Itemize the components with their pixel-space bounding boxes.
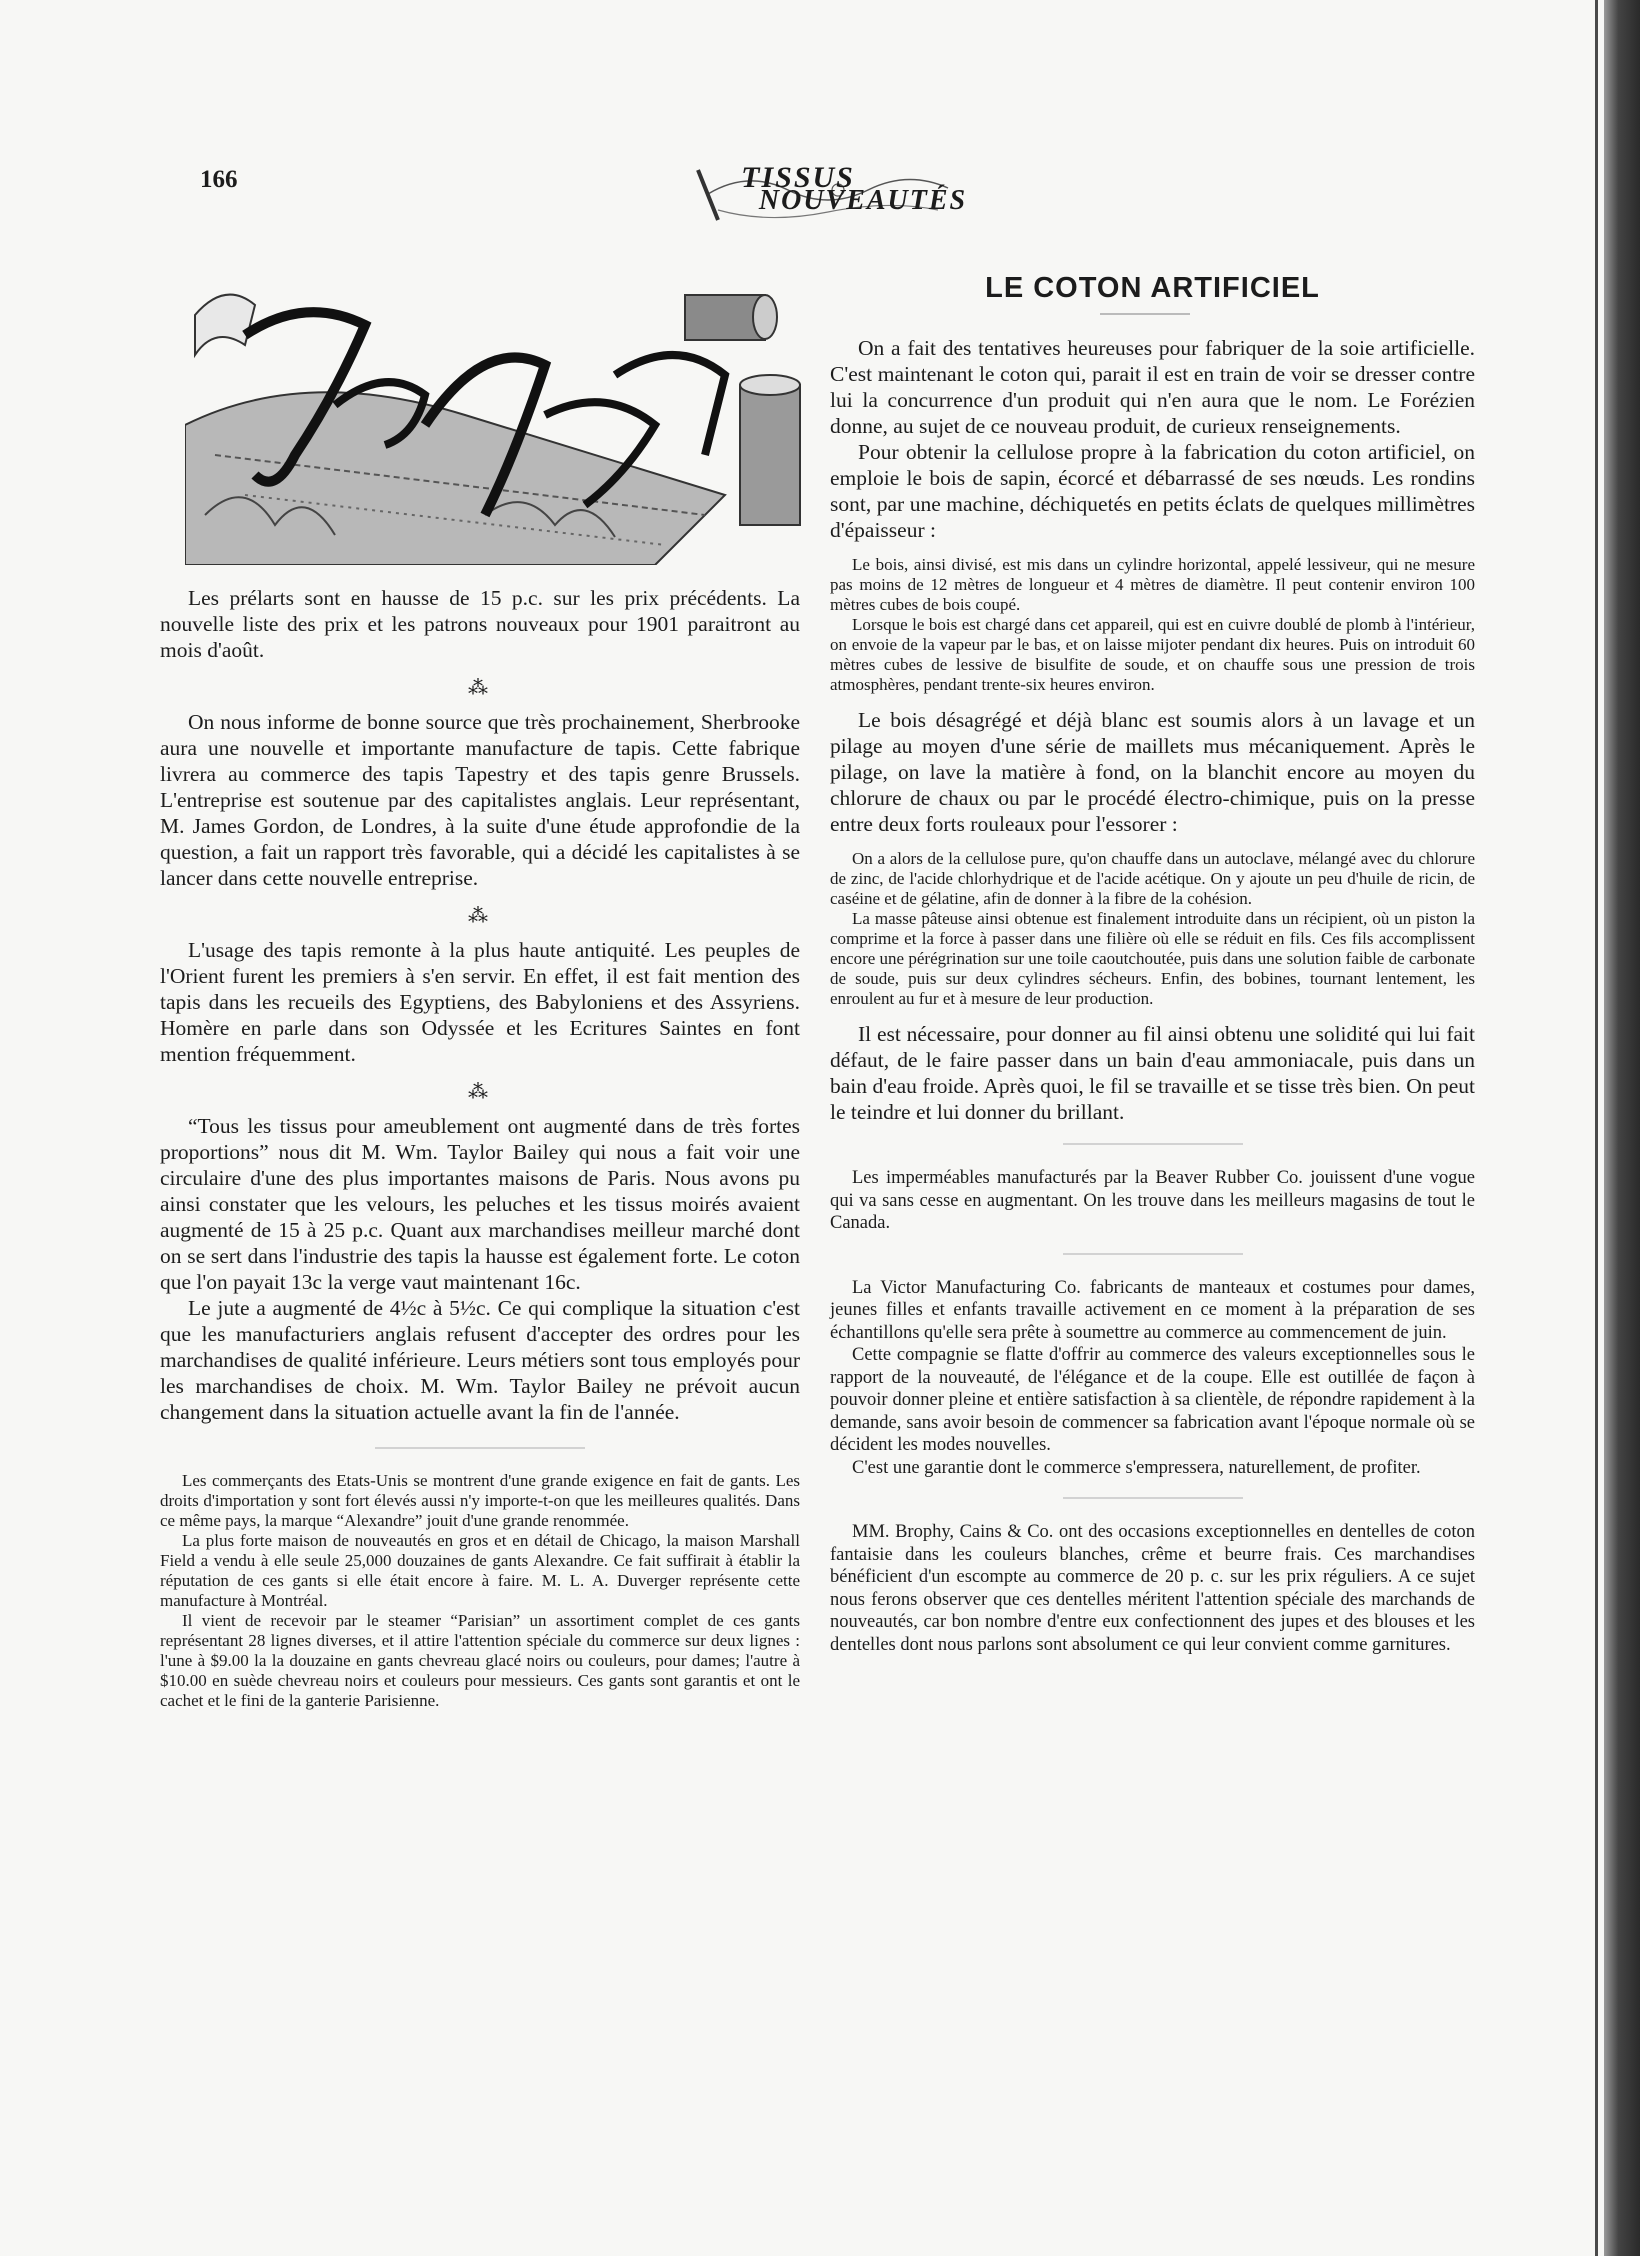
masthead-word-2: NOUVEAUTÉS <box>758 185 968 216</box>
antiquite-paragraph: L'usage des tapis remonte à la plus haute antiquité. Les peuples de l'Orient furent les premiers à s'en servir. En effet, il est fait mention des tapis dans les recueils des Egyptiens, des Babyloniens et des Assyriens. Homère en parle dans son Odyssée et les Ecritures Saintes en font mention fréquemment. <box>160 938 800 1066</box>
section-rule-right-1 <box>1063 1143 1243 1145</box>
masthead-logo <box>688 150 968 228</box>
asterism-3: ⁂ <box>468 1081 492 1103</box>
title-underline <box>1100 313 1190 315</box>
beaver-rubber-paragraph: Les imperméables manufacturés par la Beaver Rubber Co. jouissent d'une vogue qui va sans cesse en augmentant. On les trouve dans les meilleurs magasins de tout le Canada. <box>830 1168 1475 1233</box>
sherbrooke-paragraph: On nous informe de bonne source que très prochainement, Sherbrooke aura une nouvelle et importante manufacture de tapis. Cette fabrique livrera au commerce des tapis Tapestry et des tapis genre Brussels. L'entreprise est soutenue par des capitalistes anglais. Leur représentant, M. James Gordon, de Londres, à la suite d'une étude approfondie de la question, a fait un rapport très favorable, qui a décidé les capitalistes à se lancer dans cette nouvelle entreprise. <box>160 710 800 890</box>
masthead-word-1: TISSUS <box>741 161 855 194</box>
prelarts-paragraph: Les prélarts sont en hausse de 15 p.c. sur les prix précédents. La nouvelle liste des prix et les patrons nouveaux pour 1901 paraitront au mois d'août. <box>160 586 800 662</box>
tissus-paragraph: “Tous les tissus pour ameublement ont augmenté dans de très fortes proportions” nous dit M. Wm. Taylor Bailey qui nous a fait voir une circulaire d'une des plus importantes maisons de Paris. Nous avons pu ainsi constater que les velours, les peluches et les tissus moirés avaient augmenté de 15 à 25 p.c. Quant aux marchandises meilleur marché dont on se sert dans l'industrie des tapis la hausse est également forte. Le coton que l'on payait 13c la verge vaut maintenant 16c. <box>160 1114 800 1294</box>
asterism-1: ⁂ <box>468 677 492 699</box>
gants-paragraph-2: La plus forte maison de nouveautés en gros et en détail de Chicago, la maison Marshall Field a vendu à elle seule 25,000 douzaines de gants Alexandre. Ce fait suffirait à établir la réputation de ces gants si elle était encore à faire. M. L. A. Duverger représente cette manufacture à Montréal. <box>160 1531 800 1610</box>
coton-small-3: On a alors de la cellulose pure, qu'on chauffe dans un autoclave, mélangé avec du chlorure de zinc, de l'acide chlorhydrique et de l'acide acétique. On y ajoute un peu d'huile de ricin, de caséine et de gélatine, afin de donner à la fibre de la cohésion. <box>830 849 1475 908</box>
asterism-2: ⁂ <box>468 905 492 927</box>
victor-paragraph-2: Cette compagnie se flatte d'offrir au commerce des valeurs exceptionnelles sous le rapport de la nouveauté, de l'élégance et de la coupe. Elle est outillée de façon à pouvoir donner pleine et entière satisfaction à sa clientèle, de répondre rapidement à la demande, sans avoir besoin de commencer sa fabrication avant l'époque normale où se décident les modes nouvelles. <box>830 1345 1475 1455</box>
coton-paragraph-2: Pour obtenir la cellulose propre à la fabrication du coton artificiel, on emploie le bois de sapin, écorcé et débarrassé de ses nœuds. Les rondins sont, par une machine, déchiquetés en petits éclats de quelques millimètres d'épaisseur : <box>830 440 1475 542</box>
section-rule-right-2 <box>1063 1253 1243 1255</box>
coton-paragraph-1: On a fait des tentatives heureuses pour fabriquer de la soie artificielle. C'est maintenant le coton qui, parait il est en train de voir se dresser contre lui la concurrence d'un produit qui n'en aura que le nom. Le Forézien donne, au sujet de ce nouveau produit, de curieux renseignements. <box>830 336 1475 438</box>
victor-paragraph-1: La Victor Manufacturing Co. fabricants de manteaux et costumes pour dames, jeunes filles et enfants travaille activement en ce moment à la préparation de ses échantillons qu'elle sera prête à soumettre au commerce au commencement de juin. <box>830 1277 1475 1343</box>
page-edge-line <box>1595 0 1598 2256</box>
left-column <box>160 585 800 1711</box>
coton-small-4: La masse pâteuse ainsi obtenue est finalement introduite dans un récipient, où un piston la comprime et la force à passer dans une filière où elle se réduit en fils. Ces fils accomplissent encore une pérégrination sur une toile caoutchoutée, puis dans une solution faible de carbonate de soude, puis sur deux cylindres sécheurs. Enfin, des bobines, tournant lentement, les enroulent au fur et à mesure de leur production. <box>830 909 1475 1008</box>
gants-paragraph-1: Les commerçants des Etats-Unis se montrent d'une grande exigence en fait de gants. Les droits d'importation y sont fort élevés aussi n'y importe-t-on que les meilleures qualités. Dans ce même pays, la marque “Alexandre” jouit d'une grande renommée. <box>160 1471 800 1530</box>
article-title: LE COTON ARTIFICIEL <box>985 272 1320 304</box>
tapis-prelarts-illustration <box>185 275 810 565</box>
coton-paragraph-4: Il est nécessaire, pour donner au fil ainsi obtenu une solidité qui lui fait défaut, de le faire passer dans un bain d'eau ammoniacale, puis dans un bain d'eau froide. Après quoi, le fil se travaille et se tisse très bien. On peut le teindre et lui donner du brillant. <box>830 1022 1475 1124</box>
page-number: 166 <box>200 166 238 193</box>
right-column <box>830 335 1475 1656</box>
section-rule-right-3 <box>1063 1497 1243 1499</box>
brophy-paragraph: MM. Brophy, Cains & Co. ont des occasions exceptionnelles en dentelles de coton fantaisie dans les couleurs blanches, crême et beurre frais. Ces marchandises bénéficient d'un escompte au commerce de 20 p. c. sur les prix réguliers. A ce sujet nous ferons observer que ces dentelles méritent l'attention spéciale des marchands de nouveautés, car bon nombre d'entre eux confectionnent des jupes et des blouses et les dentelles dont nous parlons sont absolument ce qui leur convient comme garnitures. <box>830 1522 1475 1655</box>
gants-paragraph-3: Il vient de recevoir par le steamer “Parisian” un assortiment complet de ces gants représentant 28 lignes diverses, et il attire l'attention spéciale du commerce sur deux lignes : l'une à $9.00 la la douzaine en gants chevreau glacé noirs ou couleurs, pour dames; l'autre à $10.00 en suède chevreau noirs et couleurs pour messieurs. Ces gants sont garantis et ont le cachet et le fini de la ganterie Parisienne. <box>160 1611 800 1710</box>
coton-small-2: Lorsque le bois est chargé dans cet appareil, qui est en cuivre doublé de plomb à l'intérieur, on envoie de la vapeur par le bas, et on laisse mijoter pendant dix heures. Puis on introduit 60 mètres cubes de lessive de bisulfite de soude, et on chauffe sous une pression de trois atmosphères, pendant trente-six heures environ. <box>830 615 1475 694</box>
coton-small-1: Le bois, ainsi divisé, est mis dans un cylindre horizontal, appelé lessiveur, qui ne mesure pas moins de 12 mètres de longueur et 4 mètres de diamètre. Il peut contenir environ 100 mètres cubes de bois coupé. <box>830 555 1475 614</box>
section-rule <box>375 1447 585 1449</box>
coton-paragraph-3: Le bois désagrégé et déjà blanc est soumis alors à un lavage et un pilage au moyen d'une série de maillets mus mécaniquement. Après le pilage, on lave la matière à fond, on la blanchit encore au moyen du chlorure de chaux ou par le procédé électro-chimique, puis on la presse entre deux forts rouleaux pour l'essorer : <box>830 708 1475 836</box>
binding-edge <box>1604 0 1640 2256</box>
victor-paragraph-3: C'est une garantie dont le commerce s'empressera, naturellement, de profiter. <box>852 1457 1421 1478</box>
jute-paragraph: Le jute a augmenté de 4½c à 5½c. Ce qui complique la situation c'est que les manufacturiers anglais refusent d'accepter des ordres pour les marchandises de qualité inférieure. Leurs métiers sont tous employés pour les marchandises de choix. M. Wm. Taylor Bailey ne prévoit aucun changement dans la situation actuelle avant la fin de l'année. <box>160 1296 800 1424</box>
